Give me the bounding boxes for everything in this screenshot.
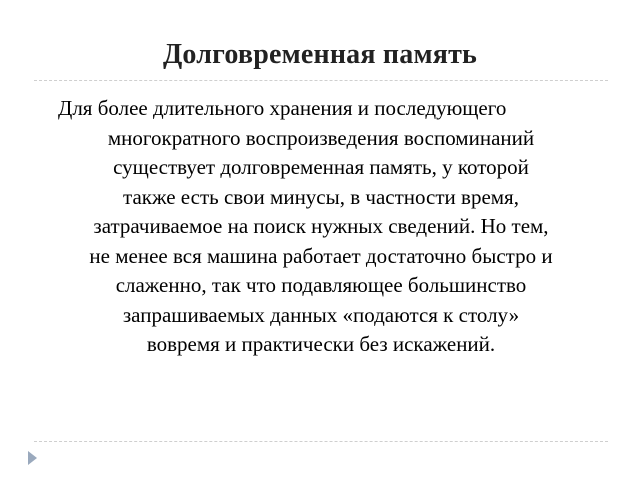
body-line: также есть свои минусы, в частности время,	[123, 184, 519, 209]
body-line: Для более длительного хранения и последующего	[58, 96, 507, 120]
body-line: не менее вся машина работает достаточно быстро и	[89, 243, 553, 268]
body-line: многократного воспроизведения воспоминаний	[107, 125, 535, 150]
triangle-right-icon	[28, 451, 37, 465]
bottom-divider	[34, 441, 608, 442]
body-line: слаженно, так что подавляющее большинство	[115, 273, 527, 297]
slide-title: Долговременная память	[162, 39, 478, 70]
body-paragraph	[40, 94, 602, 360]
body-line: затрачиваемое на поиск нужных сведений. Но тем,	[93, 214, 549, 238]
body-line: запрашиваемых данных «подаются к столу»	[122, 302, 520, 327]
body-line: существует долговременная память, у которой	[113, 155, 529, 179]
top-divider	[34, 80, 608, 81]
body-line: вовремя и практически без искажений.	[146, 332, 496, 356]
